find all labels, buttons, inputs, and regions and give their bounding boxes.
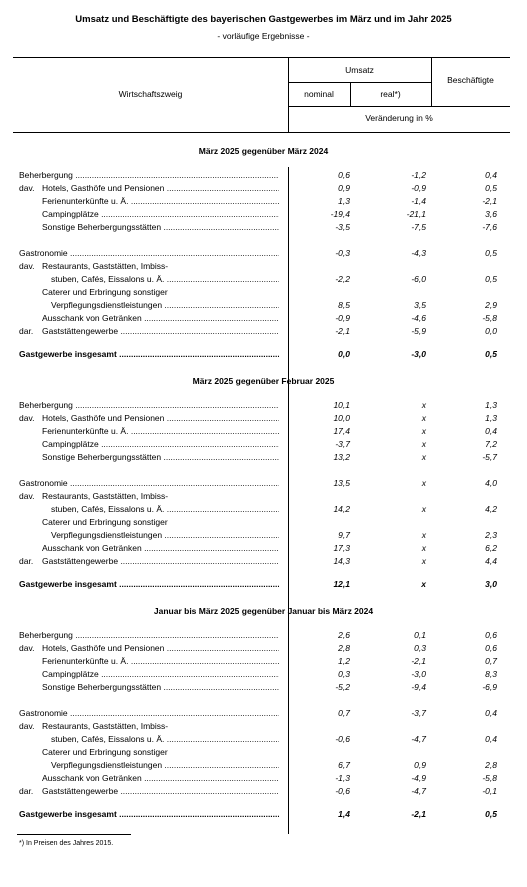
row-sublabel: Gaststättengewerbe .....	[42, 556, 279, 566]
real-value: x	[421, 452, 426, 462]
real-value: -1,2	[411, 170, 426, 180]
nominal-value: 1,2	[338, 656, 350, 666]
employees-value: -5,8	[482, 773, 497, 783]
employees-value: 8,3	[485, 669, 497, 679]
table-row	[0, 682, 527, 694]
employees-value: 6,2	[485, 543, 497, 553]
table-row	[0, 326, 527, 338]
table-row	[0, 543, 527, 555]
row-sublabel: Ausschank von Getränken .....	[42, 543, 279, 553]
row-sublabel: Caterer und Erbringung sonstiger	[42, 517, 168, 527]
row-label: Beherbergung .....	[19, 630, 279, 640]
employees-value: 0,5	[485, 809, 497, 819]
table-row	[0, 400, 527, 412]
employees-value: 1,3	[485, 400, 497, 410]
footnote: *) In Preisen des Jahres 2015.	[19, 840, 114, 847]
table-row	[0, 413, 527, 425]
row-label: Gastgewerbe insgesamt .....	[19, 579, 279, 589]
row-label: Gastronomie .....	[19, 248, 279, 258]
employees-value: -5,8	[482, 313, 497, 323]
nominal-value: 9,7	[338, 530, 350, 540]
table-row	[0, 630, 527, 642]
table-row	[0, 196, 527, 208]
employees-value: 0,5	[485, 349, 497, 359]
nominal-value: -5,2	[335, 682, 350, 692]
real-value: 0,1	[414, 630, 426, 640]
nominal-value: -2,2	[335, 274, 350, 284]
table-row	[0, 773, 527, 785]
table-row	[0, 504, 527, 516]
table-row	[0, 287, 527, 299]
employees-value: 2,8	[485, 760, 497, 770]
row-sublabel: stuben, Cafés, Eissalons u. Ä. .....	[51, 274, 279, 284]
table-row	[0, 452, 527, 464]
row-sublabel: Ausschank von Getränken .....	[42, 773, 279, 783]
employees-value: 0,6	[485, 643, 497, 653]
real-value: x	[421, 478, 426, 488]
row-label: Beherbergung .....	[19, 400, 279, 410]
row-sublabel: Verpflegungsdienstleistungen .....	[51, 530, 279, 540]
table-row	[0, 786, 527, 798]
row-label: Gastronomie .....	[19, 708, 279, 718]
table-row	[0, 491, 527, 503]
row-sublabel: Sonstige Beherbergungsstätten .....	[42, 452, 279, 462]
row-sublabel: Verpflegungsdienstleistungen .....	[51, 760, 279, 770]
table-row	[0, 439, 527, 451]
table-row	[0, 734, 527, 746]
row-label: Beherbergung .....	[19, 170, 279, 180]
nominal-value: 1,4	[338, 809, 350, 819]
row-sublabel: Caterer und Erbringung sonstiger	[42, 747, 168, 757]
row-sublabel: Verpflegungsdienstleistungen .....	[51, 300, 279, 310]
table-row	[0, 261, 527, 273]
row-sublabel: Restaurants, Gaststätten, Imbiss-	[42, 491, 169, 501]
employees-value: 0,6	[485, 630, 497, 640]
row-label: dav.	[19, 413, 35, 423]
real-value: x	[421, 556, 426, 566]
nominal-value: 6,7	[338, 760, 350, 770]
total-row	[0, 579, 527, 591]
footnote-rule	[17, 834, 131, 835]
real-value: x	[421, 530, 426, 540]
real-value: -4,7	[411, 734, 426, 744]
nominal-value: 13,5	[333, 478, 350, 488]
table-row	[0, 708, 527, 720]
header-employees: Beschäftigte	[447, 75, 494, 85]
row-sublabel: Restaurants, Gaststätten, Imbiss-	[42, 721, 169, 731]
table-row	[0, 170, 527, 182]
real-value: -4,6	[411, 313, 426, 323]
employees-value: -5,7	[482, 452, 497, 462]
real-value: x	[421, 439, 426, 449]
section-title: März 2025 gegenüber Februar 2025	[192, 376, 335, 386]
header-umsatz-rule	[288, 82, 431, 83]
row-label: dav.	[19, 721, 35, 731]
real-value: 0,9	[414, 760, 426, 770]
row-sublabel: Caterer und Erbringung sonstiger	[42, 287, 168, 297]
employees-value: 1,3	[485, 413, 497, 423]
employees-value: 4,0	[485, 478, 497, 488]
row-label: dav.	[19, 261, 35, 271]
table-row	[0, 478, 527, 490]
employees-value: 3,6	[485, 209, 497, 219]
nominal-value: 2,8	[338, 643, 350, 653]
table-row	[0, 747, 527, 759]
section-title: Januar bis März 2025 gegenüber Januar bis März 2024	[153, 606, 374, 616]
nominal-value: -19,4	[330, 209, 350, 219]
total-row	[0, 349, 527, 361]
table-row	[0, 426, 527, 438]
real-value: -0,9	[411, 183, 426, 193]
employees-value: 0,4	[485, 170, 497, 180]
nominal-value: 17,3	[333, 543, 350, 553]
nominal-value: -3,5	[335, 222, 350, 232]
nominal-value: 10,0	[333, 413, 350, 423]
total-row	[0, 809, 527, 821]
header-nominal: nominal	[304, 89, 334, 99]
real-value: x	[421, 426, 426, 436]
nominal-value: 10,1	[333, 400, 350, 410]
real-value: -4,7	[411, 786, 426, 796]
table-row	[0, 183, 527, 195]
row-sublabel: Hotels, Gasthöfe und Pensionen .....	[42, 643, 279, 653]
real-value: -3,7	[411, 708, 426, 718]
row-sublabel: stuben, Cafés, Eissalons u. Ä. .....	[51, 734, 279, 744]
table-row	[0, 556, 527, 568]
table-row	[0, 300, 527, 312]
row-label: dar.	[19, 326, 34, 336]
employees-value: 2,3	[485, 530, 497, 540]
nominal-value: -0,6	[335, 786, 350, 796]
nominal-value: 1,3	[338, 196, 350, 206]
real-value: -21,1	[406, 209, 426, 219]
table-row	[0, 248, 527, 260]
nominal-value: -0,3	[335, 248, 350, 258]
employees-value: -7,6	[482, 222, 497, 232]
table-row	[0, 222, 527, 234]
row-label: Gastronomie .....	[19, 478, 279, 488]
row-label: dar.	[19, 786, 34, 796]
table-row	[0, 721, 527, 733]
real-value: -2,1	[411, 809, 426, 819]
nominal-value: 8,5	[338, 300, 350, 310]
real-value: 0,3	[414, 643, 426, 653]
table-row	[0, 669, 527, 681]
row-label: dav.	[19, 643, 35, 653]
row-sublabel: Campingplätze .....	[42, 669, 279, 679]
employees-value: 2,9	[485, 300, 497, 310]
nominal-value: 2,6	[338, 630, 350, 640]
table-row	[0, 760, 527, 772]
page-title: Umsatz und Beschäftigte des bayerischen Gastgewerbes im März und im Jahr 2025	[75, 14, 452, 25]
row-sublabel: Ferienunterkünfte u. Ä. .....	[42, 426, 279, 436]
row-sublabel: Sonstige Beherbergungsstätten .....	[42, 222, 279, 232]
nominal-value: 0,3	[338, 669, 350, 679]
employees-value: -2,1	[482, 196, 497, 206]
row-label: Gastgewerbe insgesamt .....	[19, 349, 279, 359]
row-label: dav.	[19, 491, 35, 501]
row-sublabel: Ferienunterkünfte u. Ä. .....	[42, 196, 279, 206]
real-value: -2,1	[411, 656, 426, 666]
real-value: x	[421, 504, 426, 514]
row-sublabel: Sonstige Beherbergungsstätten .....	[42, 682, 279, 692]
employees-value: 0,4	[485, 708, 497, 718]
row-label: Gastgewerbe insgesamt .....	[19, 809, 279, 819]
row-sublabel: Campingplätze .....	[42, 209, 279, 219]
row-sublabel: stuben, Cafés, Eissalons u. Ä. .....	[51, 504, 279, 514]
nominal-value: 12,1	[333, 579, 350, 589]
real-value: -1,4	[411, 196, 426, 206]
table-row	[0, 656, 527, 668]
row-label: dar.	[19, 556, 34, 566]
nominal-value: 0,6	[338, 170, 350, 180]
table-row	[0, 274, 527, 286]
real-value: -9,4	[411, 682, 426, 692]
row-sublabel: Gaststättengewerbe .....	[42, 326, 279, 336]
real-value: x	[421, 400, 426, 410]
employees-value: 0,4	[485, 734, 497, 744]
table-row	[0, 209, 527, 221]
real-value: x	[421, 543, 426, 553]
row-sublabel: Hotels, Gasthöfe und Pensionen .....	[42, 413, 279, 423]
nominal-value: 14,2	[333, 504, 350, 514]
employees-value: 0,5	[485, 183, 497, 193]
real-value: 3,5	[414, 300, 426, 310]
nominal-value: -0,6	[335, 734, 350, 744]
real-value: x	[421, 413, 426, 423]
nominal-value: 0,0	[338, 349, 350, 359]
real-value: -3,0	[411, 349, 426, 359]
header-change: Veränderung in %	[365, 113, 433, 123]
employees-value: 0,5	[485, 274, 497, 284]
employees-value: -0,1	[482, 786, 497, 796]
page-subtitle: - vorläufige Ergebnisse -	[217, 31, 310, 41]
real-value: -4,3	[411, 248, 426, 258]
real-value: x	[421, 579, 426, 589]
table-row	[0, 313, 527, 325]
employees-value: -6,9	[482, 682, 497, 692]
employees-value: 4,4	[485, 556, 497, 566]
table-row	[0, 530, 527, 542]
employees-value: 0,7	[485, 656, 497, 666]
employees-value: 4,2	[485, 504, 497, 514]
nominal-value: -2,1	[335, 326, 350, 336]
nominal-value: 0,9	[338, 183, 350, 193]
table-row	[0, 643, 527, 655]
nominal-value: -3,7	[335, 439, 350, 449]
employees-value: 0,0	[485, 326, 497, 336]
row-sublabel: Hotels, Gasthöfe und Pensionen .....	[42, 183, 279, 193]
nominal-value: 13,2	[333, 452, 350, 462]
real-value: -5,9	[411, 326, 426, 336]
employees-value: 0,5	[485, 248, 497, 258]
header-bottom-rule	[13, 132, 510, 133]
nominal-value: -1,3	[335, 773, 350, 783]
header-mid-rule	[288, 106, 510, 107]
header-real: real*)	[380, 89, 401, 99]
employees-value: 3,0	[485, 579, 497, 589]
row-sublabel: Campingplätze .....	[42, 439, 279, 449]
employees-value: 0,4	[485, 426, 497, 436]
row-sublabel: Restaurants, Gaststätten, Imbiss-	[42, 261, 169, 271]
nominal-value: 0,7	[338, 708, 350, 718]
nominal-value: 14,3	[333, 556, 350, 566]
nominal-value: 17,4	[333, 426, 350, 436]
real-value: -3,0	[411, 669, 426, 679]
row-sublabel: Ferienunterkünfte u. Ä. .....	[42, 656, 279, 666]
section-title: März 2025 gegenüber März 2024	[198, 146, 329, 156]
real-value: -4,9	[411, 773, 426, 783]
real-value: -7,5	[411, 222, 426, 232]
row-sublabel: Gaststättengewerbe .....	[42, 786, 279, 796]
header-top-rule	[13, 57, 510, 58]
employees-value: 7,2	[485, 439, 497, 449]
nominal-value: -0,9	[335, 313, 350, 323]
header-branch: Wirtschaftszweig	[118, 89, 183, 99]
table-row	[0, 517, 527, 529]
row-sublabel: Ausschank von Getränken .....	[42, 313, 279, 323]
real-value: -6,0	[411, 274, 426, 284]
header-umsatz: Umsatz	[345, 65, 374, 75]
row-label: dav.	[19, 183, 35, 193]
